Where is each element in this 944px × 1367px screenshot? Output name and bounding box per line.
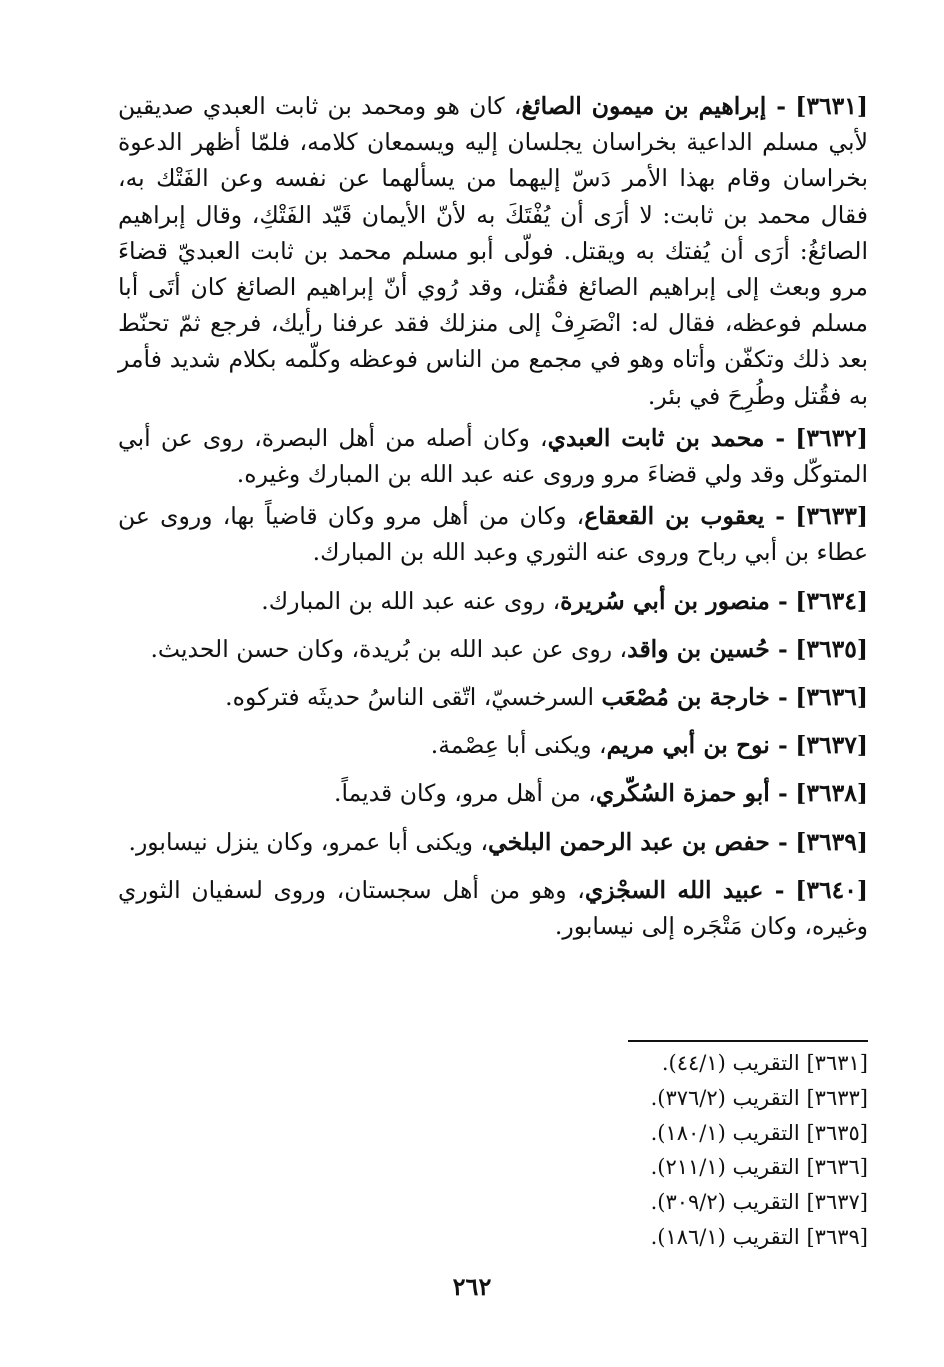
entry-name: - محمد بن ثابت العبدي <box>547 423 786 452</box>
entry-name: - يعقوب بن القعقاع <box>584 502 786 531</box>
entry-3637 <box>118 727 868 763</box>
footnote-text: التقريب (٣٠٩/٢). <box>650 1190 800 1215</box>
entry-text: ، روى عنه عبد الله بن المبارك. <box>261 586 561 615</box>
entry-text: ، روى عن عبد الله بن بُريدة، وكان حسن الحديث. <box>150 634 628 663</box>
entry-number: [٣٦٣٣] <box>795 502 869 531</box>
entry-number: [٣٦٤٠] <box>795 875 868 904</box>
footnote-number: [٣٦٣٦] <box>806 1155 868 1180</box>
entry-text: ، وكان أصله من أهل البصرة، روى عن أبي المتوكّل وقد ولي قضاءَ مرو وروى عنه عبد الله بن المبارك وغيره. <box>118 423 868 489</box>
entry-text: ، وكان من أهل مرو وكان قاضياً بها، وروى عن عطاء بن أبي رباح وروى عنه الثوري وعبد الله بن المبارك. <box>118 502 868 567</box>
entry-name: - حفص بن عبد الرحمن البلخي <box>488 827 788 856</box>
entry-name: - حُسين بن واقد <box>627 634 788 663</box>
footnote-number: [٣٦٣٧] <box>806 1190 868 1215</box>
footnote <box>628 1150 868 1185</box>
entry-number: [٣٦٣٧] <box>795 731 868 760</box>
entry-3638 <box>118 775 868 811</box>
entry-number: [٣٦٣٩] <box>795 827 868 856</box>
footnote <box>628 1185 868 1220</box>
entry-number: [٣٦٣٨] <box>795 779 868 808</box>
entry-3632 <box>118 420 868 492</box>
footnote <box>628 1081 868 1116</box>
entry-text: السرخسيّ، اتّقى الناسُ حديثَه فتركوه. <box>225 683 602 712</box>
entry-number: [٣٦٣٢] <box>795 423 868 452</box>
entry-name: - إبراهيم بن ميمون الصائغ <box>521 92 787 120</box>
footnote-number: [٣٦٣٣] <box>806 1085 868 1110</box>
main-text <box>118 88 868 950</box>
entry-text: ، ويكنى أبا عِصْمة. <box>430 731 607 760</box>
page-number: ٢٦٢ <box>452 1272 492 1301</box>
entry-name: - أبو حمزة السُكّري <box>595 779 788 808</box>
footnote <box>628 1116 868 1151</box>
footnote-text: التقريب (٢١١/١). <box>650 1155 800 1180</box>
footnote <box>628 1220 868 1255</box>
footnote-number: [٣٦٣١] <box>806 1051 868 1075</box>
entry-name: - خارجة بن مُصْعَب <box>601 683 788 712</box>
entry-name: - عبيد الله السجْزي <box>584 875 785 904</box>
entry-number: [٣٦٣١] <box>795 92 868 120</box>
entry-3640 <box>118 872 868 944</box>
footnote-text: التقريب (١٨٠/١). <box>650 1120 800 1145</box>
entry-3635 <box>118 631 868 667</box>
entry-text: ، ويكنى أبا عمرو، وكان ينزل نيسابور. <box>128 827 489 856</box>
entry-number: [٣٦٣٦] <box>795 683 868 712</box>
footnote-number: [٣٦٣٩] <box>806 1224 868 1249</box>
footnotes <box>628 1040 868 1255</box>
entry-number: [٣٦٣٥] <box>795 634 868 663</box>
entry-name: - منصور بن أبي سُريرة <box>560 586 788 615</box>
entry-3634 <box>118 583 868 619</box>
entry-text: ، من أهل مرو، وكان قديماً. <box>333 779 596 808</box>
entry-3639 <box>118 824 868 860</box>
footnote <box>628 1046 868 1081</box>
footnote-text: التقريب (٤٤/١). <box>661 1051 800 1075</box>
footnote-text: التقريب (٣٧٦/٢). <box>650 1085 800 1110</box>
entry-text: ، وهو من أهل سجستان، وروى لسفيان الثوري وغيره، وكان مَتْجَره إلى نيسابور. <box>118 875 868 941</box>
entry-text: ، كان هو ومحمد بن ثابت العبدي صديقين لأبي مسلم الداعية بخراسان يجلسان إليه ويسمعان كلامه، فلمّا أظهر الدعوة بخراسان وقام بهذا الأمر دَسّ إليهما من يسألهما عن نفسه وعن الفَتْك به، فقال محمد بن ثابت: لا أرَى أن يُفْتَكَ به لأنّ الأيمان قَيّد الفَتْكِ، وقال إبراهيم الصائغُ: أرَى أن يُفتك به ويقتل. فولّى أبو مسلم محمد بن ثابت العبديّ قضاءَ مرو وبعث إلى إبراهيم الصائغ فقُتل، وقد رُوي أنّ إبراهيم الصائغ كان أتَى أبا مسلم فوعظه، فقال له: انْصَرِفْ إلى منزلك فقد عرفنا رأيك، فرجع ثمّ تحنّط بعد ذلك وتكفّن وأتاه وهو في مجمع من الناس فوعظه وكلّمه بكلام شديد فأمر به فقُتل وطُرِحَ في بئر. <box>118 92 868 410</box>
entry-number: [٣٦٣٤] <box>795 586 868 615</box>
entry-3633 <box>118 498 868 570</box>
entry-3631 <box>118 88 868 414</box>
footnote-number: [٣٦٣٥] <box>806 1120 868 1145</box>
entry-name: - نوح بن أبي مريم <box>606 731 788 760</box>
footnote-text: التقريب (١٨٦/١). <box>650 1224 800 1249</box>
entry-3636 <box>118 679 868 715</box>
